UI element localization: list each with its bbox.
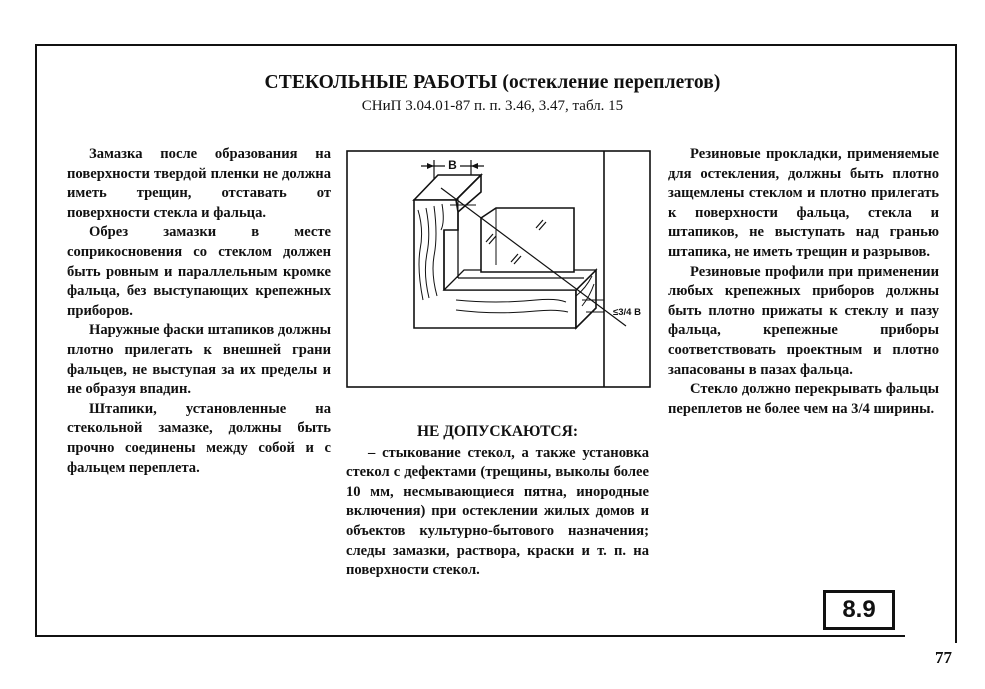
paragraph: – стыкование стекол, а также установка стекол с дефектами (трещины, выколы более 10 мм, несмывающиеся пятна, инородные включения) при остеклении жилых домов и объектов культурно-бытового назначения; следы замазки, раствора, краски и т. п. на поверхности стекол. [346,444,649,579]
section-number-badge: 8.9 [823,590,895,630]
page-title: СТЕКОЛЬНЫЕ РАБОТЫ (остекление переплетов) [264,72,721,93]
glazing-diagram [346,150,651,388]
paragraph: Обрез замазки в месте соприкосновения со стеклом должен быть ровным и параллельным кромке фальца, без выступающих крепежных приборов. [67,224,331,319]
paragraph: Наружные фаски штапиков должны плотно прилегать к внешней грани фальцев, не выступая за их пределы и не образуя впадин. [67,322,331,398]
middle-column [346,422,649,581]
right-column [668,145,939,419]
label-overlap: ≤3/4 B [613,307,641,318]
paragraph: Штапики, установленные на стекольной замазке, должны быть прочно соединены между собой и с фальцем переплета. [67,400,331,476]
bottom-rule [35,635,905,637]
paragraph: Стекло должно перекрывать фальцы переплетов не более чем на 3/4 ширины. [668,381,939,417]
label-b: B [448,158,457,172]
page-number: 77 [935,648,952,667]
left-column [67,145,331,478]
page-subtitle: СНиП 3.04.01-87 п. п. 3.46, 3.47, табл. 15 [361,98,624,114]
paragraph: Замазка после образования на поверхности твердой пленки не должна иметь трещин, отставать от поверхности стекла и фальца. [67,146,331,221]
bottom-rule-tail [955,635,957,643]
paragraph: Резиновые прокладки, применяемые для остекления, должны быть плотно защемлены стеклом и плотно прилегать к поверхности фальца, стекла и штапиков, не выступать над гранью штапика, не иметь трещин и разрывов. [668,146,939,260]
paragraph: Резиновые профили при применении любых крепежных приборов должны быть плотно прижаты к стеклу и пазу фальца, крепежные приборы соответствовать проектным и плотно запасованы в пазах фальца. [668,263,939,378]
warning-heading: НЕ ДОПУСКАЮТСЯ: [416,423,578,440]
